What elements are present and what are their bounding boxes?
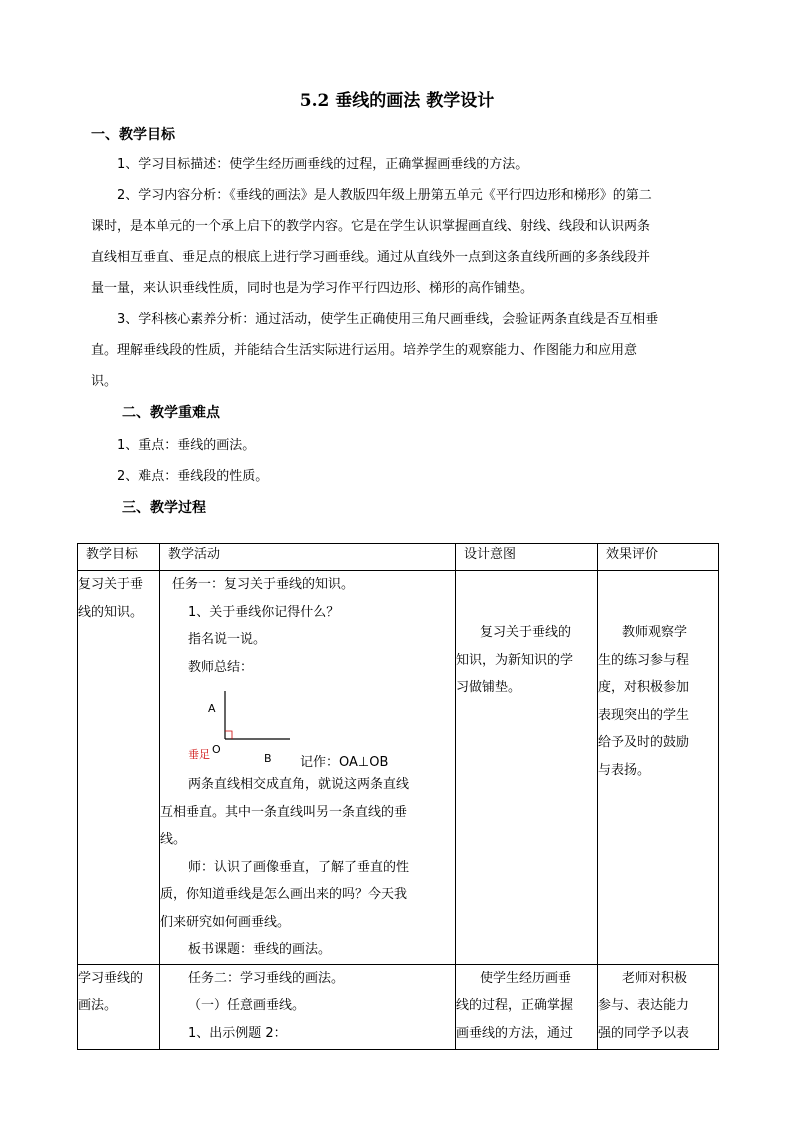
row1-activity-teacher-1: 师：认识了画像垂直，了解了垂直的性: [188, 859, 410, 875]
goal-paragraph-1: 1、学习目标描述：使学生经历画垂线的过程，正确掌握画垂线的方法。: [117, 157, 529, 172]
row2-eval-line-1: 老师对积极: [622, 970, 688, 986]
row2-goal-cell: [78, 964, 160, 1049]
row1-eval-line-2: 生的练习参与程: [598, 652, 690, 668]
label-foot: 垂足: [188, 748, 210, 761]
row2-goal-line-1: 学习垂线的: [78, 970, 144, 986]
perpendicular-diagram: [160, 679, 410, 771]
row1-activity-ask: 指名说一说。: [188, 632, 267, 647]
row1-intent-line-2: 知识，为新知识的学: [456, 652, 574, 668]
row1-activity-teacher-3: 们来研究如何画垂线。: [160, 914, 291, 930]
row1-activity-board-title: 板书课题：垂线的画法。: [188, 942, 332, 957]
row2-activity-example: 1、出示例题 2：: [188, 1025, 287, 1041]
goal-paragraph-2-line-1: 2、学习内容分析：《垂线的画法》是人教版四年级上册第五单元《平行四边形和梯形》的第二: [117, 188, 652, 203]
row1-activity-definition-3: 线。: [160, 832, 187, 847]
row2-eval-cell: [598, 964, 719, 1049]
row1-activity-summary: 教师总结：: [188, 659, 254, 675]
row2-eval-line-3: 强的同学予以表: [598, 1025, 690, 1041]
row2-activity-cell: [160, 964, 456, 1049]
label-o: O: [212, 743, 221, 756]
row1-eval-cell: [598, 571, 719, 965]
key-point: 1、重点：垂线的画法。: [117, 438, 256, 453]
row2-eval-line-2: 参与、表达能力: [598, 998, 690, 1013]
goal-paragraph-3-line-2: 直。理解垂线段的性质，并能结合生活实际进行运用。培养学生的观察能力、作图能力和应用意: [91, 343, 638, 358]
row2-intent-cell: [456, 964, 598, 1049]
row2-activity-task: 任务二：学习垂线的画法。: [188, 970, 345, 986]
row2-intent-line-3: 画垂线的方法，通过: [456, 1025, 574, 1041]
table-header-row: [78, 544, 719, 571]
header-cell-intent: 设计意图: [456, 544, 598, 571]
row1-eval-line-5: 给予及时的鼓励: [598, 735, 690, 750]
row1-intent-line-3: 习做铺垫。: [456, 680, 522, 695]
goal-paragraph-3-line-1: 3、学科核心素养分析：通过活动，使学生正确使用三角尺画垂线，会验证两条直线是否互相垂: [117, 312, 659, 327]
section-heading-goals: 一、教学目标: [91, 127, 175, 143]
row1-goal-cell: [78, 571, 160, 965]
row1-intent-line-1: 复习关于垂线的: [480, 625, 572, 640]
section-heading-key-points: 二、教学重难点: [122, 405, 220, 421]
perpendicular-notation: 记作：OA⊥OB: [300, 755, 389, 770]
goal-paragraph-2-line-2: 课时，是本单元的一个承上启下的教学内容。它是在学生认识掌握画直线、射线、线段和认识两条: [91, 219, 651, 234]
row1-activity-teacher-2: 质，你知道垂线是怎么画出来的吗？今天我: [160, 887, 408, 902]
row1-eval-line-6: 与表扬。: [598, 762, 651, 778]
row1-eval-line-3: 度，对积极参加: [598, 680, 690, 695]
label-b: B: [264, 752, 272, 765]
row2-activity-step: （一）任意画垂线。: [188, 998, 306, 1013]
header-cell-activity: 教学活动: [160, 544, 456, 571]
table-row: [78, 964, 719, 1049]
row2-goal-line-2: 画法。: [78, 998, 118, 1013]
row2-intent-line-1: 使学生经历画垂: [480, 970, 572, 986]
goal-paragraph-2-line-4: 量一量，来认识垂线性质，同时也是为学习作平行四边形、梯形的高作铺垫。: [91, 281, 534, 296]
teaching-process-table: [77, 543, 719, 1050]
section-heading-process: 三、教学过程: [122, 500, 206, 516]
header-cell-goal: 教学目标: [78, 544, 160, 571]
document-title: 5.2 垂线的画法 教学设计: [299, 91, 495, 111]
row1-activity-cell: [160, 571, 456, 965]
row1-goal-line-2: 线的知识。: [78, 604, 144, 620]
label-a: A: [208, 702, 216, 715]
row1-activity-definition-2: 互相垂直。其中一条直线叫另一条直线的垂: [160, 804, 408, 820]
right-angle-mark: [225, 731, 232, 739]
row1-intent-cell: [456, 571, 598, 965]
goal-paragraph-2-line-3: 直线相互垂直、垂足点的根底上进行学习画垂线。通过从直线外一点到这条直线所画的多条线段并: [91, 250, 651, 265]
row1-activity-definition-1: 两条直线相交成直角，就说这两条直线: [188, 777, 410, 792]
row2-intent-line-2: 线的过程，正确掌握: [456, 998, 574, 1013]
goal-paragraph-3-line-3: 识。: [91, 374, 118, 389]
row1-activity-task: 任务一：复习关于垂线的知识。: [172, 577, 355, 592]
row1-eval-line-4: 表现突出的学生: [598, 707, 690, 723]
table-row: [78, 571, 719, 965]
row1-eval-line-1: 教师观察学: [622, 625, 688, 640]
header-cell-evaluation: 效果评价: [598, 544, 719, 571]
difficult-point: 2、难点：垂线段的性质。: [117, 469, 269, 484]
row1-activity-question: 1、关于垂线你记得什么？: [188, 604, 340, 620]
row1-goal-line-1: 复习关于垂: [78, 577, 144, 592]
